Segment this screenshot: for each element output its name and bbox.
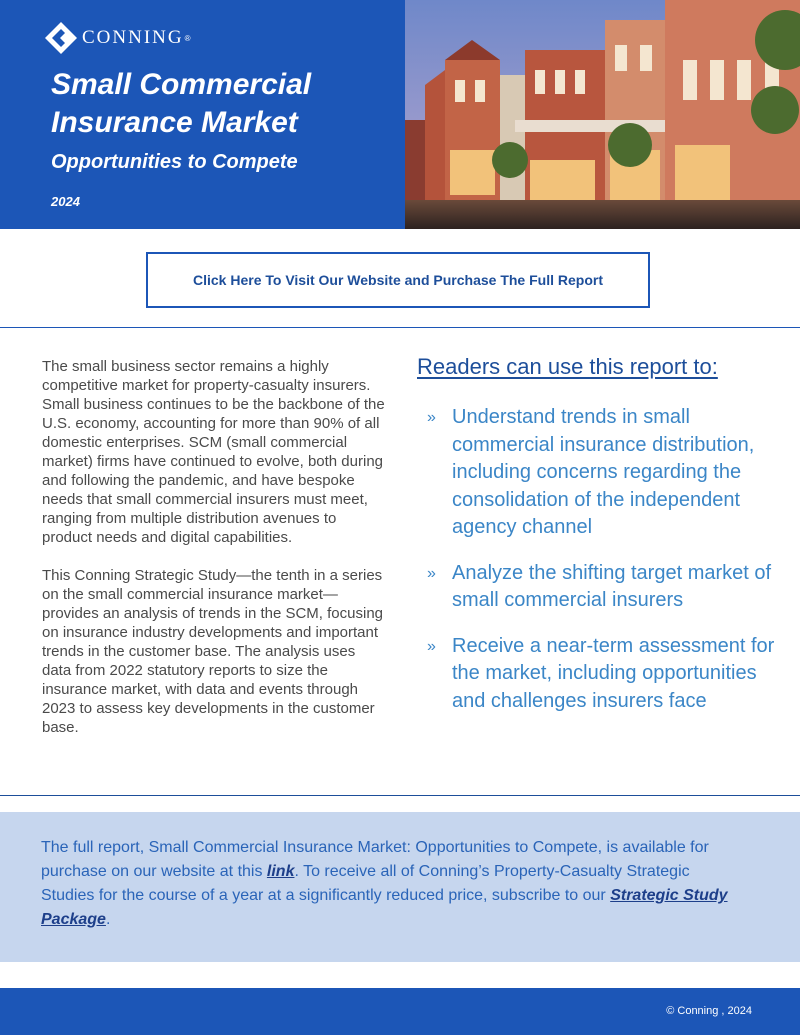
registered-mark: ®: [184, 33, 191, 43]
list-item-text: Analyze the shifting target market of small commercial insurers: [452, 561, 772, 611]
page-footer: [0, 988, 800, 1035]
info-text-part-1: The full report, Small Commercial Insurance Market: Opportunities to Compete, is available for purchase on our website at this: [41, 839, 709, 880]
title-line-2: Insurance Market: [51, 106, 298, 139]
title-line-1: Small Commercial: [51, 68, 312, 101]
double-chevron-icon: »: [427, 409, 436, 426]
info-text-part-2: . To receive all of Conning’s Property-Casualty Strategic Studies for the course of a year at a significantly reduced price, subscribe to our: [41, 863, 690, 904]
readers-section: [417, 354, 787, 733]
purchase-info-band: [0, 812, 800, 962]
section-divider: [0, 795, 800, 796]
cta-section: [0, 229, 800, 328]
double-chevron-icon: »: [427, 564, 436, 582]
page-title: [51, 66, 391, 142]
brand-name: CONNING: [82, 27, 184, 48]
readers-heading: Readers can use this report to:: [417, 354, 718, 379]
purchase-full-report-button[interactable]: Click Here To Visit Our Website and Purchase The Full Report: [146, 252, 650, 308]
page-subtitle: Opportunities to Compete: [51, 151, 298, 173]
conning-logo: [44, 21, 191, 55]
strategic-study-package-link[interactable]: Strategic Study Package: [41, 887, 728, 928]
readers-list: [417, 404, 787, 715]
list-item: [417, 404, 787, 542]
description-paragraph-1: The small business sector remains a highly competitive market for property-casualty insurers. Small business continues to be the backbone of the U.S. economy, accounting for more than 90% of all domestic enterprises. SCM (small commercial market) firms have continued to evolve, both during and following the pandemic, and have bespoke needs that small commercial insurers must meet, ranging from multiple distribution avenues to product needs and digital capabilities.: [42, 358, 385, 546]
double-chevron-icon: »: [427, 637, 436, 655]
description-paragraph-2: This Conning Strategic Study—the tenth in a series on the small commercial insurance market—provides an analysis of trends in the SCM, focusing on insurance industry developments and important trends in the customer base. The analysis uses data from 2022 statutory reports to size the insurance market, with data and events through 2023 to assess key developments in the customer base.: [42, 567, 384, 736]
header-title-panel: [0, 0, 405, 229]
list-item-text: Receive a near-term assessment for the market, including opportunities and challenges insurers face: [452, 634, 775, 712]
report-link[interactable]: link: [266, 863, 295, 880]
purchase-info-text: [41, 836, 741, 932]
report-year: 2024: [51, 194, 80, 209]
list-item: [417, 560, 787, 615]
conning-diamond-icon: [44, 21, 78, 55]
info-text-part-3: .: [105, 911, 111, 928]
list-item-text: Understand trends in small commercial insurance distribution, including concerns regarding the consolidation of the independent agency channel: [452, 406, 755, 538]
main-street-storefronts-photo: [405, 0, 800, 229]
storefronts-illustration: [405, 0, 800, 229]
report-description: [42, 357, 387, 756]
copyright-text: © Conning , 2024: [666, 1005, 752, 1017]
list-item: [417, 633, 787, 716]
report-header: [0, 0, 800, 229]
